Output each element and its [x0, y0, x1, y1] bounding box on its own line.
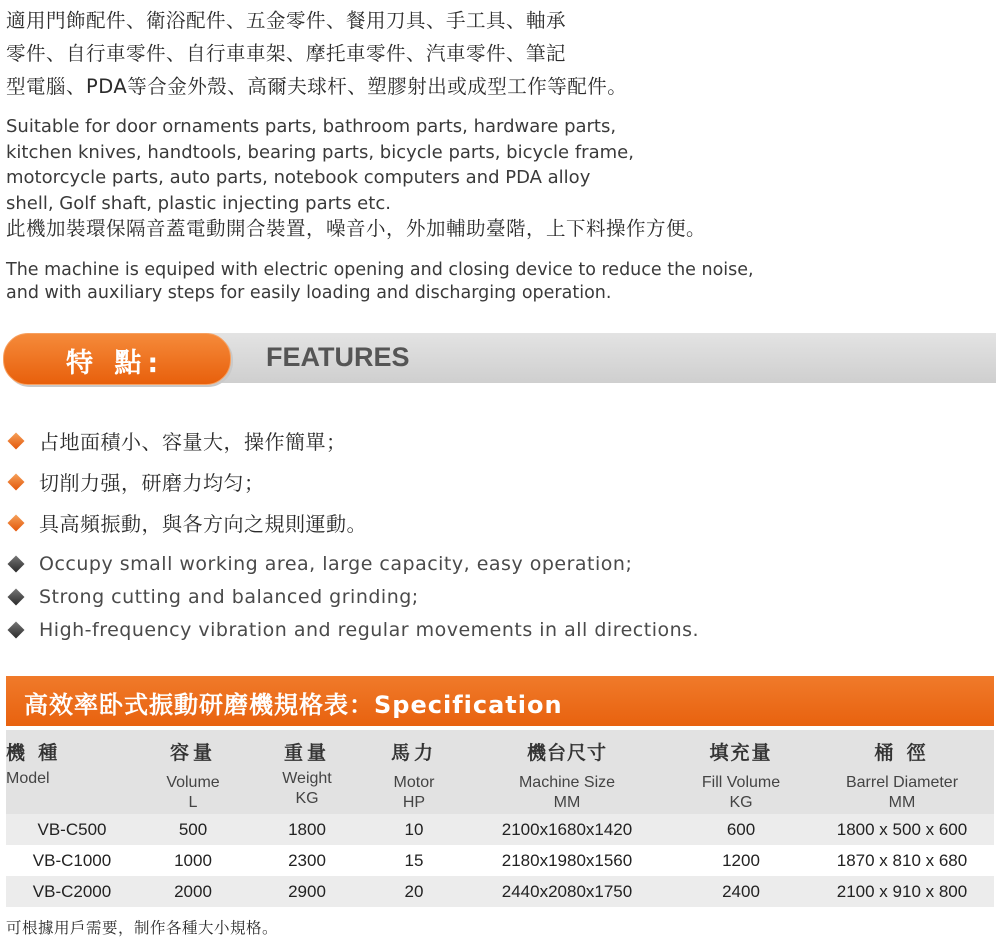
intro-en-line: motorcycle parts, auto parts, notebook computers and PDA alloy — [6, 167, 591, 188]
header-model: 機 種 Model — [6, 730, 138, 814]
cell-volume: 2000 — [138, 876, 248, 907]
cell-model: VB-C2000 — [6, 876, 138, 907]
diamond-bullet-icon — [8, 555, 25, 572]
intro-cn-line: 零件、自行車零件、自行車車架、摩托車零件、汽車零件、筆記 — [6, 42, 567, 65]
intro-english — [6, 114, 986, 216]
intro-en-line: shell, Golf shaft, plastic injecting parts etc. — [6, 192, 391, 214]
cell-fill-volume: 600 — [672, 814, 810, 845]
header-fill-volume: 填充量 Fill Volume KG — [672, 730, 810, 814]
spec-header-row — [6, 730, 994, 814]
cell-model: VB-C500 — [6, 814, 138, 845]
cell-weight: 2900 — [248, 876, 366, 907]
spec-title: 高效率卧式振動研磨機規格表：Specification — [24, 691, 563, 719]
cell-weight: 1800 — [248, 814, 366, 845]
table-row — [6, 845, 994, 876]
diamond-bullet-icon — [8, 621, 25, 638]
intro-en-line: kitchen knives, handtools, bearing parts, bicycle parts, bicycle frame, — [6, 141, 634, 163]
header-machine-size: 機台尺寸 Machine Size MM — [462, 730, 672, 814]
cell-motor: 15 — [366, 845, 462, 876]
diamond-bullet-icon — [8, 432, 25, 449]
cell-volume: 1000 — [138, 845, 248, 876]
cell-machine-size: 2180x1980x1560 — [462, 845, 672, 876]
header-volume: 容量 Volume L — [138, 730, 248, 814]
features-list-en — [6, 547, 906, 646]
cell-machine-size: 2440x2080x1750 — [462, 876, 672, 907]
diamond-bullet-icon — [8, 514, 25, 531]
cell-motor: 20 — [366, 876, 462, 907]
spec-table — [6, 730, 994, 907]
cell-weight: 2300 — [248, 845, 366, 876]
cell-barrel-diameter: 1870 x 810 x 680 — [810, 845, 994, 876]
cell-barrel-diameter: 2100 x 910 x 800 — [810, 876, 994, 907]
cell-volume: 500 — [138, 814, 248, 845]
feature-text: Occupy small working area, large capacity, easy operation; — [39, 552, 633, 575]
cell-barrel-diameter: 1800 x 500 x 600 — [810, 814, 994, 845]
header-barrel-diameter: 桶 徑 Barrel Diameter MM — [810, 730, 994, 814]
extra-chinese-note: 此機加裝環保隔音蓋電動開合裝置，噪音小，外加輔助臺階，上下料操作方便。 — [6, 217, 707, 240]
extra-en-line: and with auxiliary steps for easily loading and discharging operation. — [6, 283, 612, 303]
feature-text: High-frequency vibration and regular movements in all directions. — [39, 618, 700, 641]
intro-en-line: Suitable for door ornaments parts, bathroom parts, hardware parts, — [6, 116, 617, 137]
intro-cn-line: 適用門飾配件、衛浴配件、五金零件、餐用刀具、手工具、軸承 — [6, 9, 567, 32]
features-list-cn — [6, 420, 906, 543]
cell-fill-volume: 2400 — [672, 876, 810, 907]
cell-machine-size: 2100x1680x1420 — [462, 814, 672, 845]
footnote: 可根據用戶需要，制作各種大小規格。 — [6, 919, 279, 937]
intro-cn-line: 型電腦、PDA等合金外殼、高爾夫球杆、塑膠射出或成型工作等配件。 — [6, 75, 628, 98]
extra-en-line: The machine is equiped with electric opening and closing device to reduce the noise, — [6, 260, 754, 280]
feature-item-cn — [6, 461, 906, 502]
feature-item-en — [6, 613, 906, 646]
feature-item-cn — [6, 502, 906, 543]
cell-model: VB-C1000 — [6, 845, 138, 876]
feature-text: 切削力强，研磨力均匀； — [39, 471, 265, 495]
header-weight: 重量 Weight KG — [248, 730, 366, 814]
spec-title-bar — [6, 676, 994, 726]
intro-chinese — [6, 4, 986, 103]
feature-text: 具高頻振動，與各方向之規則運動。 — [39, 512, 367, 536]
feature-item-en — [6, 580, 906, 613]
feature-item-en — [6, 547, 906, 580]
cell-fill-volume: 1200 — [672, 845, 810, 876]
table-row — [6, 814, 994, 845]
header-motor: 馬力 Motor HP — [366, 730, 462, 814]
diamond-bullet-icon — [8, 588, 25, 605]
feature-text: 占地面積小、容量大，操作簡單； — [39, 430, 347, 454]
cell-motor: 10 — [366, 814, 462, 845]
table-row — [6, 876, 994, 907]
feature-text: Strong cutting and balanced grinding; — [39, 585, 419, 608]
feature-item-cn — [6, 420, 906, 461]
features-banner — [0, 333, 996, 385]
extra-english-note — [6, 259, 996, 305]
features-label-cn: 特 點: — [66, 348, 165, 379]
diamond-bullet-icon — [8, 473, 25, 490]
features-label-en: FEATURES — [266, 342, 410, 372]
